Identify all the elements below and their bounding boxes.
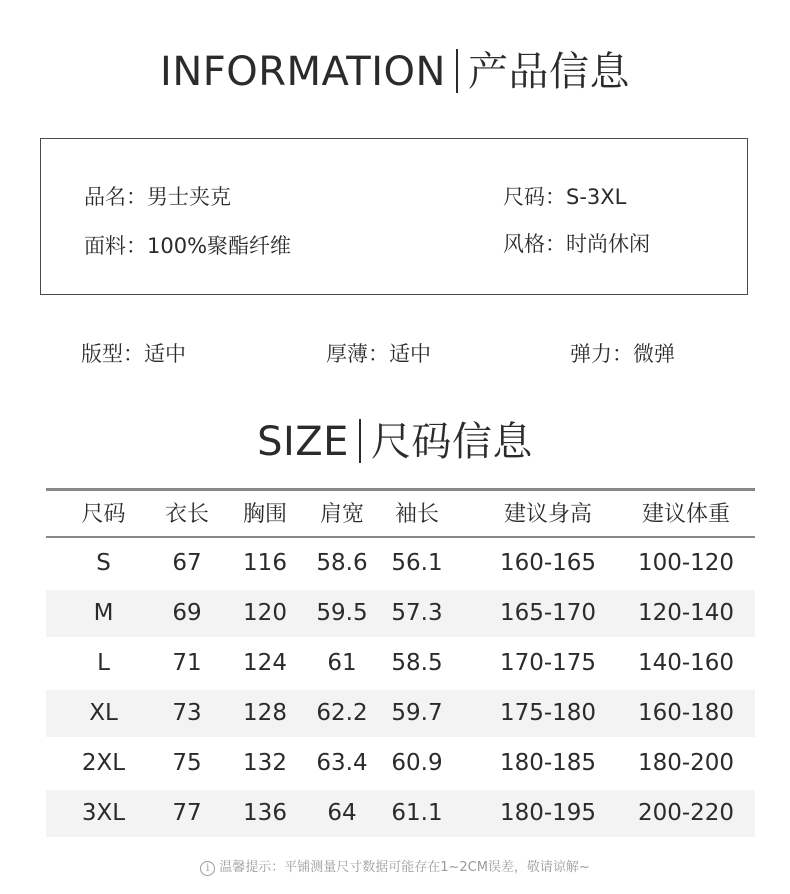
cell-sleeve: 61.1 (391, 800, 443, 826)
note-text: 温馨提示：平铺测量尺寸数据可能存在1~2CM误差，敬请谅解~ (219, 860, 590, 875)
cell-sleeve: 60.9 (391, 750, 443, 776)
table-header-row (46, 491, 755, 538)
cell-sleeve: 59.7 (391, 700, 443, 726)
cell-chest: 136 (243, 800, 287, 826)
header-cell: 袖长 (394, 502, 439, 527)
table-row (46, 690, 755, 737)
cell-weight: 200-220 (637, 800, 735, 826)
table-header-rule (46, 536, 755, 538)
attr-thickness (326, 338, 431, 368)
cell-height: 160-165 (499, 550, 597, 576)
info-heading-en: INFORMATION (160, 49, 446, 95)
cell-length: 67 (172, 550, 202, 576)
info-icon: i (200, 861, 215, 876)
cell-height: 175-180 (499, 700, 597, 726)
size-range-key: 尺码 ： (503, 185, 566, 209)
cell-length: 75 (172, 750, 202, 776)
cell-length: 69 (172, 600, 202, 626)
product-material (84, 230, 291, 260)
elasticity-key: 弹力 ： (570, 342, 633, 366)
cell-chest: 116 (243, 550, 287, 576)
style-key: 风格 ： (503, 232, 566, 256)
attr-elasticity (570, 338, 675, 368)
cell-height: 180-195 (499, 800, 597, 826)
header-cell: 建议身高 (503, 502, 592, 527)
heading-divider (456, 49, 458, 93)
elasticity-value: 微弹 (633, 342, 675, 366)
header-cell: 尺码 (81, 502, 126, 527)
thickness-key: 厚薄 ： (326, 342, 389, 366)
material-value: 100%聚酯纤维 (147, 234, 292, 258)
size-heading-cn: 尺码信息 (370, 419, 533, 465)
header-cell: 建议体重 (641, 502, 730, 527)
cell-shoulder: 62.2 (316, 700, 368, 726)
cell-chest: 132 (243, 750, 287, 776)
cell-sleeve: 57.3 (391, 600, 443, 626)
table-row (46, 590, 755, 637)
cell-shoulder: 63.4 (316, 750, 368, 776)
product-name-value: 男士夹克 (147, 185, 231, 209)
cell-length: 73 (172, 700, 202, 726)
cell-height: 170-175 (499, 650, 597, 676)
cell-chest: 128 (243, 700, 287, 726)
cell-weight: 180-200 (637, 750, 735, 776)
cell-weight: 100-120 (637, 550, 735, 576)
cell-size: 3XL (81, 800, 126, 826)
info-heading (0, 40, 790, 97)
cell-height: 180-185 (499, 750, 597, 776)
cell-length: 77 (172, 800, 202, 826)
material-key: 面料 ： (84, 234, 147, 258)
header-cell: 衣长 (164, 502, 209, 527)
table-row (46, 640, 755, 687)
table-row (46, 790, 755, 837)
product-style (503, 228, 650, 258)
style-value: 时尚休闲 (566, 232, 650, 256)
fit-key: 版型 ： (81, 342, 144, 366)
attr-fit (81, 338, 186, 368)
header-cell: 胸围 (242, 502, 287, 527)
size-heading (0, 410, 790, 467)
header-cell: 肩宽 (319, 502, 364, 527)
cell-shoulder: 59.5 (316, 600, 368, 626)
cell-shoulder: 58.6 (316, 550, 368, 576)
cell-shoulder: 64 (327, 800, 357, 826)
cell-weight: 160-180 (637, 700, 735, 726)
size-range-value: S-3XL (566, 185, 627, 209)
heading-divider (359, 419, 361, 463)
product-size-range (503, 181, 626, 211)
cell-size: L (97, 650, 110, 676)
cell-size: 2XL (81, 750, 126, 776)
cell-weight: 120-140 (637, 600, 735, 626)
cell-length: 71 (172, 650, 202, 676)
cell-sleeve: 56.1 (391, 550, 443, 576)
product-name-key: 品名 ： (84, 185, 147, 209)
measurement-note (0, 856, 790, 876)
fit-value: 适中 (144, 342, 186, 366)
table-row (46, 540, 755, 587)
info-heading-cn: 产品信息 (467, 49, 630, 95)
cell-height: 165-170 (499, 600, 597, 626)
thickness-value: 适中 (389, 342, 431, 366)
table-row (46, 740, 755, 787)
cell-sleeve: 58.5 (391, 650, 443, 676)
cell-weight: 140-160 (637, 650, 735, 676)
cell-size: S (96, 550, 111, 576)
cell-size: M (93, 600, 114, 626)
product-name (84, 181, 231, 211)
cell-chest: 120 (243, 600, 287, 626)
size-heading-en: SIZE (257, 419, 349, 465)
cell-size: XL (89, 700, 118, 726)
cell-chest: 124 (243, 650, 287, 676)
product-info-box (40, 138, 748, 295)
cell-shoulder: 61 (327, 650, 357, 676)
